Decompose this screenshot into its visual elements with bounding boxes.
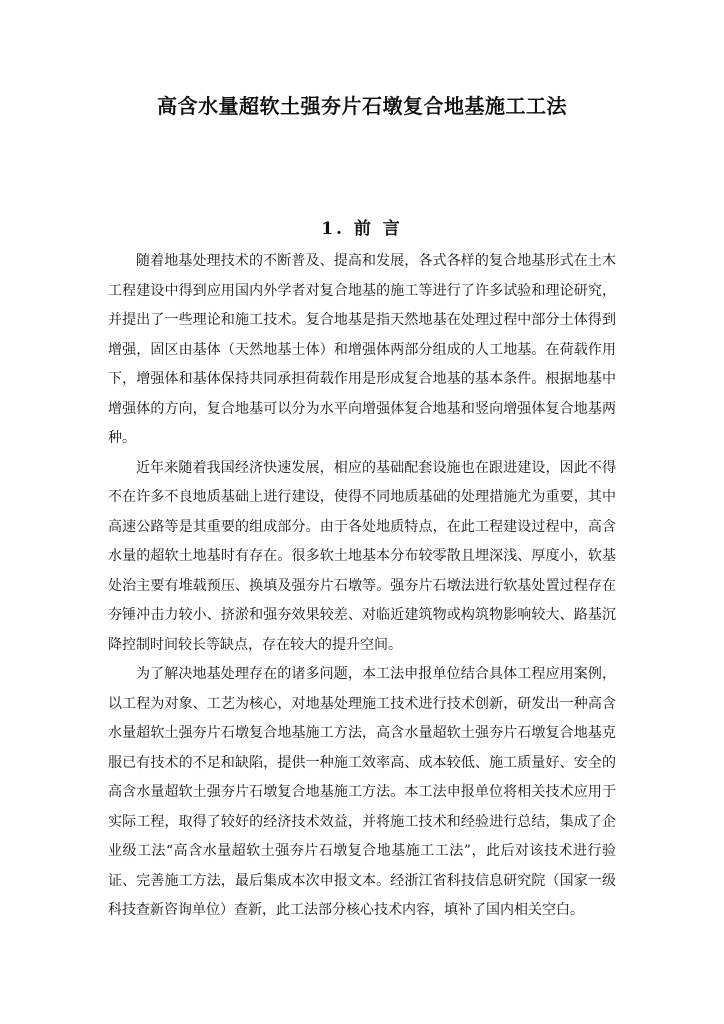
paragraph-3: 为了解决地基处理存在的诸多问题，本工法申报单位结合具体工程应用案例，以工程为对象、工艺为核心，对地基处理施工技术进行技术创新，研发出一种高含水量超软土强夯片石墩复合地基施工方法，高含水量超软土强夯片石墩复合地基克服已有技术的不足和缺陷，提供一种施工效率高、成本较低、施工质量好、安全的高含水量超软土强夯片石墩复合地基施工方法。本工法申报单位将相关技术应用于实际工程，取得了较好的经济技术效益，并将施工技术和经验进行总结，集成了企业级工法“高含水量超软土强夯片石墩复合地基施工工法”，此后对该技术进行验证、完善施工方法，最后集成本次申报文本。经浙江省科技信息研究院（国家一级科技查新咨询单位）查新，此工法部分核心技术内容，填补了国内相关空白。 xyxy=(108,666,616,918)
section-heading-preface: 1. 前 言 xyxy=(321,219,403,239)
body-text xyxy=(108,247,616,926)
paragraph-1: 随着地基处理技术的不断普及、提高和发展，各式各样的复合地基形式在土木工程建设中得到应用国内外学者对复合地基的施工等进行了许多试验和理论研究，并提出了一些理论和施工技术。复合地基是指天然地基在处理过程中部分土体得到增强，固区由基体（天然地基土体）和增强体两部分组成的人工地基。在荷载作用下，增强体和基体保持共同承担荷载作用是形成复合地基的基本条件。根据地基中增强体的方向，复合地基可以分为水平向增强体复合地基和竖向增强体复合地基两种。 xyxy=(108,253,616,446)
document-title: 高含水量超软土强夯片石墩复合地基施工工法 xyxy=(157,94,567,118)
paragraph-2: 近年来随着我国经济快速发展，相应的基础配套设施也在跟进建设，因此不得不在许多不良地质基础上进行建设，使得不同地质基础的处理措施尤为重要，其中高速公路等是其重要的组成部分。由于各处地质特点，在此工程建设过程中，高含水量的超软土地基时有存在。很多软土地基本分布较零散且埋深浅、厚度小，软基处治主要有堆载预压、换填及强夯片石墩等。强夯片石墩法进行软基处置过程存在夯锤冲击力较小、挤淤和强夯效果较差、对临近建筑物或构筑物影响较大、路基沉降控制时间较长等缺点，存在较大的提升空间。 xyxy=(108,459,616,653)
